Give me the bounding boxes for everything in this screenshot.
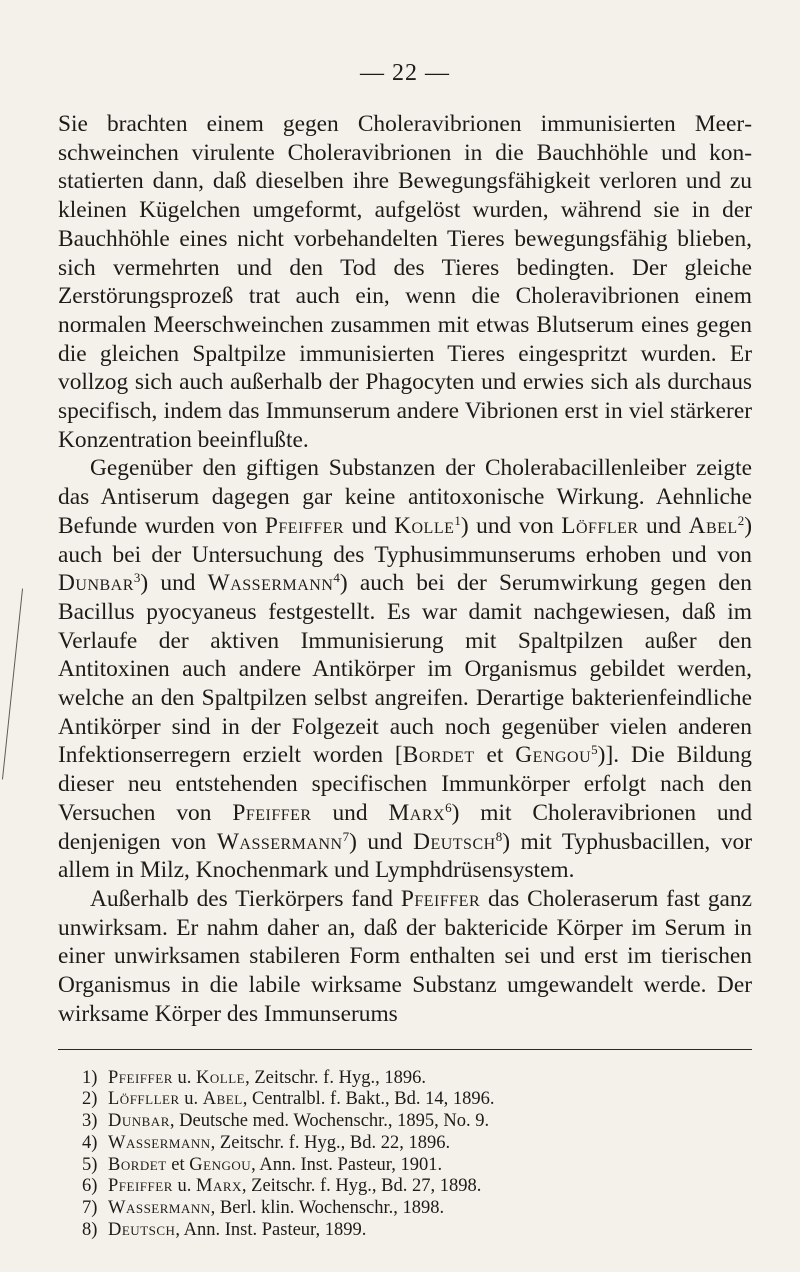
author-name: Marx bbox=[388, 799, 446, 826]
footnote-ref: 2 bbox=[737, 512, 745, 528]
footnote bbox=[82, 1155, 752, 1177]
footnote bbox=[82, 1133, 752, 1155]
main-text bbox=[58, 110, 752, 1029]
text-run: und bbox=[311, 799, 389, 826]
paragraph-2 bbox=[58, 454, 752, 885]
text-run: ) auch bei der Untersuchung des Typhusimmunserums erhoben und von bbox=[58, 512, 752, 568]
author-name: Deutsch bbox=[108, 1220, 176, 1241]
citation-text: , Ann. Inst. Pasteur, 1901. bbox=[251, 1154, 443, 1175]
text-run: )]. Die Bildung dieser neu entstehenden specifischen Immunkörper erfolgt nach den Versuchen von bbox=[58, 742, 752, 826]
citation-text: , Zeitschr. f. Hyg., Bd. 27, 1898. bbox=[241, 1176, 482, 1197]
text-run: und bbox=[638, 512, 689, 539]
footnote-ref: 6 bbox=[445, 799, 452, 815]
citation-text: , Ann. Inst. Pasteur, 1899. bbox=[175, 1220, 367, 1241]
text-run: ) und bbox=[349, 828, 414, 855]
footnote-ref: 4 bbox=[333, 570, 340, 586]
author-name: Abel bbox=[688, 512, 738, 539]
text-run: ) und von bbox=[460, 512, 562, 539]
author-name: Deutsch bbox=[413, 828, 496, 855]
text-run: und bbox=[344, 512, 395, 539]
author-name: Pfeiffer bbox=[400, 885, 481, 912]
author-name: Wassermann bbox=[216, 828, 343, 855]
citation-text: , Deutsche med. Wochenschr., 1895, No. 9. bbox=[169, 1111, 490, 1132]
author-name: Abel bbox=[202, 1089, 243, 1110]
author-name: Bordet bbox=[108, 1154, 167, 1175]
footnote bbox=[82, 1089, 752, 1111]
footnote-number: 8) bbox=[82, 1220, 98, 1241]
author-name: Wassermann bbox=[207, 570, 334, 597]
footnote-number: 2) bbox=[82, 1089, 98, 1110]
paragraph-3 bbox=[58, 885, 752, 1029]
footnote-number: 1) bbox=[82, 1067, 98, 1088]
footnote bbox=[82, 1111, 752, 1133]
text-run: et bbox=[166, 1154, 190, 1175]
author-name: Wassermann bbox=[108, 1198, 211, 1219]
text-run: u. bbox=[179, 1089, 203, 1110]
author-name: Pfeiffer bbox=[108, 1176, 173, 1197]
footnote-number: 3) bbox=[82, 1111, 98, 1132]
author-name: Dunbar bbox=[58, 570, 134, 597]
text-run: ) auch bei der Serumwirkung gegen den Bacillus pyocyaneus festgestellt. Es war damit nachgewiesen, daß im Verlaufe der aktiven Immunisierung mit Spaltpilzen außer den Antitoxinen auch andere Antikörper im Organismus gebildet werden, welche an den Spaltpilzen selbst angreifen. Derartige bakterienfeindliche Antikörper sind in der Folgezeit auch noch gegenüber vielen anderen Infektionserregern erzielt worden [ bbox=[58, 570, 752, 769]
footnotes bbox=[58, 1068, 752, 1242]
citation-text: , Centralbl. f. Bakt., Bd. 14, 1896. bbox=[242, 1089, 495, 1110]
text-run: Gegenüber den giftigen Substanzen der Cholerabacillenleiber zeigte das Antiserum dagegen gar keine antitoxonische Wirkung. Aehnliche Befunde wurden von bbox=[58, 455, 752, 539]
book-page bbox=[58, 60, 752, 1242]
footnote-ref: 5 bbox=[591, 742, 598, 758]
footnote-ref: 7 bbox=[342, 828, 350, 844]
footnote-number: 4) bbox=[82, 1132, 98, 1153]
author-name: Pfeiffer bbox=[232, 799, 312, 826]
footnote-ref: 1 bbox=[454, 512, 461, 528]
author-name: Bordet bbox=[402, 742, 475, 769]
footnote-number: 7) bbox=[82, 1198, 98, 1219]
paragraph-1: Sie brachten einem gegen Choleravibrionen immunisierten Meerschweinchen virulente Choleravibrionen in die Bauchhöhle und konstatierten dann, daß dieselben ihre Bewegungsfähigkeit verloren und zu kleinen Kügelchen umgeformt, aufgelöst wurden, während sie in der Bauchhöhle eines nicht vorbehandelten Tieres bewegungsfähig blieben, sich vermehrten und den Tod des Tieres bedingten. Der gleiche Zerstörungsprozeß trat auch ein, wenn die Choleravibrionen einem normalen Meerschweinchen zusammen mit etwas Blutserum eines gegen die gleichen Spaltpilze immunisierten Tieres eingespritzt wurden. Er vollzog sich auch außerhalb der Phagocyten und erwies sich als durchaus specifisch, indem das Immunserum andere Vibrionen erst in viel stärkerer Konzentration beeinflußte. bbox=[58, 111, 752, 453]
author-name: Dunbar bbox=[108, 1111, 170, 1132]
author-name: Kolle bbox=[196, 1067, 246, 1088]
footnote-number: 6) bbox=[82, 1176, 98, 1197]
margin-pencil-mark bbox=[2, 588, 23, 779]
footnote bbox=[82, 1198, 752, 1220]
text-run: ) mit Typhusbacillen, vor allem in Milz, Knochenmark und Lymphdrüsensystem. bbox=[58, 828, 752, 884]
footnote-number: 5) bbox=[82, 1154, 98, 1175]
citation-text: , Zeitschr. f. Hyg., Bd. 22, 1896. bbox=[210, 1132, 451, 1153]
author-name: Löffler bbox=[561, 512, 639, 539]
author-name: Kolle bbox=[394, 512, 455, 539]
text-run: ) mit Choleravibrionen und denjenigen von bbox=[58, 799, 753, 855]
footnote-divider bbox=[58, 1049, 752, 1050]
author-name: Marx bbox=[196, 1176, 242, 1197]
footnote-ref: 8 bbox=[495, 828, 503, 844]
text-run: Außerhalb des Tierkörpers fand bbox=[90, 885, 401, 912]
text-run: et bbox=[474, 742, 516, 769]
author-name: Gengou bbox=[515, 742, 592, 769]
author-name: Pfeiffer bbox=[264, 512, 345, 539]
footnote bbox=[82, 1220, 752, 1242]
footnote bbox=[82, 1068, 752, 1090]
footnote bbox=[82, 1176, 752, 1198]
text-run: das Choleraserum fast ganz unwirksam. Er nahm daher an, daß der baktericide Körper im Serum in einer unwirksamen stabileren Form enthalten sei und erst im tierischen Organismus in die labile wirksame Substanz umgewandelt werde. Der wirksame Körper des Immunserums bbox=[58, 885, 752, 1027]
text-run: ) und bbox=[140, 570, 208, 597]
citation-text: , Zeitschr. f. Hyg., 1896. bbox=[245, 1067, 426, 1088]
text-run: u. bbox=[172, 1176, 196, 1197]
citation-text: , Berl. klin. Wochenschr., 1898. bbox=[210, 1198, 445, 1219]
author-name: Löffller bbox=[108, 1089, 180, 1110]
text-run: u. bbox=[172, 1067, 196, 1088]
page-number: — 22 — bbox=[360, 60, 450, 86]
author-name: Gengou bbox=[189, 1154, 252, 1175]
footnote-ref: 3 bbox=[133, 570, 141, 586]
author-name: Pfeiffer bbox=[108, 1067, 173, 1088]
author-name: Wassermann bbox=[108, 1132, 211, 1153]
